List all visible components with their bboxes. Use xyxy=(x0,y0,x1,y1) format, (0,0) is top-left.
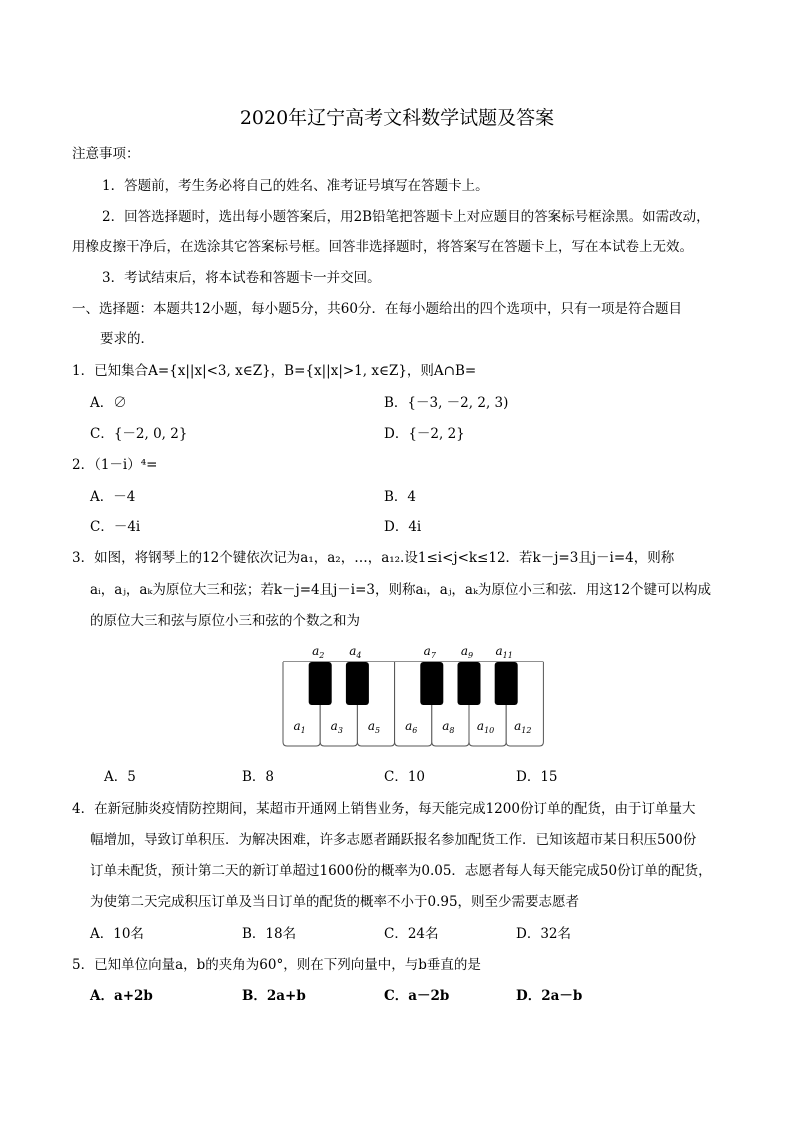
option-d[interactable]: D．32名 xyxy=(516,926,572,942)
option-a[interactable]: A．a+2b xyxy=(90,988,153,1004)
option-d[interactable]: D．15 xyxy=(516,769,558,785)
option-c[interactable]: C．a－2b xyxy=(384,988,450,1004)
white-key-label: $a_1$ xyxy=(293,719,306,735)
question-stem: 2．（1－i）⁴= xyxy=(72,457,158,473)
question-stem: aᵢ，aⱼ，aₖ为原位大三和弦；若k－j=4且j－i=3，则称aᵢ，aⱼ，aₖ为原位小三和弦．用这12个键可以构成 xyxy=(90,582,712,598)
black-key-label: $a_2$ xyxy=(312,644,325,660)
option-d[interactable]: D．4i xyxy=(384,519,422,535)
piano-figure xyxy=(282,644,546,747)
notice-item: 1．答题前，考生务必将自己的姓名、准考证号填写在答题卡上。 xyxy=(102,178,489,194)
piano-black-key xyxy=(458,662,481,705)
black-key-label: $a_4$ xyxy=(349,644,362,660)
option-d[interactable]: D．2a－b xyxy=(516,988,583,1004)
piano-black-key xyxy=(420,662,443,705)
notice-item: 2．回答选择题时，选出每小题答案后，用2B铅笔把答题卡上对应题目的答案标号框涂黑。如需改动， xyxy=(102,209,710,225)
white-key-label: $a_{12}$ xyxy=(514,719,532,735)
notice-item: 3．考试结束后，将本试卷和答题卡一并交回。 xyxy=(102,270,381,286)
question-stem: 5．已知单位向量a，b的夹角为60°，则在下列向量中，与b垂直的是 xyxy=(72,957,481,973)
notice-heading: 注意事项： xyxy=(72,146,140,162)
question-stem: 3．如图，将钢琴上的12个键依次记为a₁，a₂，…，a₁₂.设1≤i<j<k≤12．若k－j=3且j－i=4，则称 xyxy=(72,550,675,566)
piano-black-key xyxy=(346,662,369,705)
option-c[interactable]: C．10 xyxy=(384,769,426,785)
option-a[interactable]: A．10名 xyxy=(90,926,144,942)
white-key-label: $a_6$ xyxy=(405,719,418,735)
option-b[interactable]: B．8 xyxy=(242,769,275,785)
question-stem: 订单未配货，预计第二天的新订单超过1600份的概率为0.05．志愿者每人每天能完成50份订单的配货， xyxy=(90,863,712,879)
white-key-label: $a_3$ xyxy=(330,719,343,735)
section-heading: 要求的． xyxy=(100,331,154,347)
option-c[interactable]: C．－4i xyxy=(90,519,141,535)
black-key-label: $a_7$ xyxy=(423,644,436,660)
option-b[interactable]: B．4 xyxy=(384,489,417,505)
option-b[interactable]: B．{－3, －2, 2, 3) xyxy=(384,395,509,411)
option-a[interactable]: A．－4 xyxy=(90,489,136,505)
black-key-label: $a_9$ xyxy=(460,644,474,660)
option-c[interactable]: C．{－2, 0, 2} xyxy=(90,426,188,442)
option-d[interactable]: D．{－2, 2} xyxy=(384,426,465,442)
question-stem: 1．已知集合A={x||x|<3, x∈Z}，B={x||x|>1, x∈Z}，则A∩B= xyxy=(72,363,477,379)
option-c[interactable]: C．24名 xyxy=(384,926,439,942)
piano-diagram xyxy=(282,644,546,747)
question-stem: 幅增加，导致订单积压．为解决困难，许多志愿者踊跃报名参加配货工作．已知该超市某日积压500份 xyxy=(90,832,697,848)
question-stem: 的原位大三和弦与原位小三和弦的个数之和为 xyxy=(90,613,360,629)
white-key-label: $a_{10}$ xyxy=(476,719,495,735)
option-b[interactable]: B．18名 xyxy=(242,926,297,942)
option-b[interactable]: B．2a+b xyxy=(242,988,306,1004)
option-a[interactable]: A．∅ xyxy=(90,395,127,411)
piano-black-key xyxy=(309,662,332,705)
white-key-label: $a_5$ xyxy=(367,719,381,735)
piano-black-key xyxy=(495,662,518,705)
black-key-label: $a_{11}$ xyxy=(495,644,513,660)
white-key-label: $a_8$ xyxy=(442,719,455,735)
question-stem: 为使第二天完成积压订单及当日订单的配货的概率不小于0.95，则至少需要志愿者 xyxy=(90,894,580,910)
page-title: 2020年辽宁高考文科数学试题及答案 xyxy=(239,107,555,129)
question-stem: 4．在新冠肺炎疫情防控期间，某超市开通网上销售业务，每天能完成1200份订单的配货，由于订单量大 xyxy=(72,801,696,817)
option-a[interactable]: A．5 xyxy=(104,769,136,785)
section-heading: 一、选择题：本题共12小题，每小题5分，共60分．在每小题给出的四个选项中，只有一项是符合题目 xyxy=(72,301,682,317)
notice-item: 用橡皮擦干净后，在选涂其它答案标号框。回答非选择题时，将答案写在答题卡上，写在本试卷上无效。 xyxy=(72,239,693,255)
